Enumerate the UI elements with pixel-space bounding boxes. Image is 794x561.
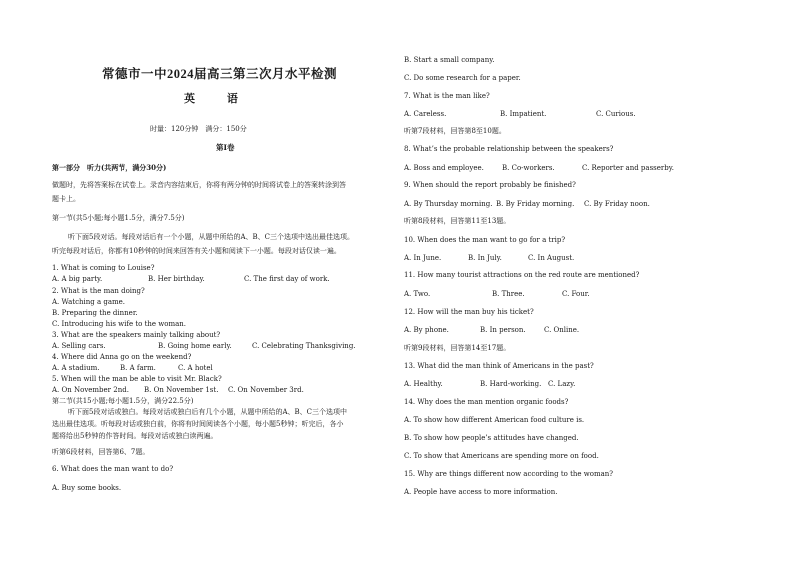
question-6: 6. What does the man want to do? bbox=[52, 465, 174, 473]
option-b: B. Going home early. bbox=[158, 342, 232, 350]
question-10-options bbox=[404, 254, 574, 263]
question-3-options bbox=[52, 342, 356, 351]
question-8-options bbox=[404, 164, 674, 173]
option-a: A. To show how different American food culture is. bbox=[404, 416, 585, 424]
option-a: A. Watching a game. bbox=[52, 298, 126, 306]
option-a: A. Two. bbox=[404, 290, 431, 298]
option-c: C. By Friday noon. bbox=[584, 200, 650, 208]
section2-instructions: 选出最佳选项。听每段对话或独白前，你将有时间阅读各个小题，每小题5秒钟；听完后，各小 bbox=[52, 420, 344, 428]
section2-heading: 第二节(共15小题;每小题1.5分，满分22.5分) bbox=[52, 397, 194, 405]
question-2: 2. What is the man doing? bbox=[52, 287, 145, 295]
exam-title: 常德市一中2024届高三第三次月水平检测 bbox=[102, 67, 338, 81]
question-1: 1. What is coming to Louise? bbox=[52, 264, 155, 272]
question-9: 9. When should the report probably be finished? bbox=[404, 181, 576, 189]
question-15: 15. Why are things different now according to the woman? bbox=[404, 470, 614, 478]
option-b: B. To show how people’s attitudes have changed. bbox=[404, 434, 579, 442]
listen-instruction: 听第7段材料，回答第8至10题。 bbox=[404, 127, 506, 135]
option-a: A. By Thursday morning. bbox=[404, 200, 493, 208]
option-b: B. In person. bbox=[480, 326, 526, 334]
option-b: B. A farm. bbox=[120, 364, 156, 372]
option-c: C. Four. bbox=[562, 290, 590, 298]
part1-heading: 第一部分 听力(共两节，满分30分) bbox=[52, 163, 167, 172]
option-c: C. Introducing his wife to the woman. bbox=[52, 320, 187, 328]
question-4-options bbox=[52, 364, 213, 373]
option-c: C. Online. bbox=[544, 326, 580, 334]
question-8: 8. What’s the probable relationship between the speakers? bbox=[404, 145, 614, 153]
question-1-options bbox=[52, 275, 330, 284]
option-a: A. Selling cars. bbox=[52, 342, 106, 350]
question-11: 11. How many tourist attractions on the red route are mentioned? bbox=[404, 271, 640, 279]
option-b: B. By Friday morning. bbox=[496, 200, 575, 208]
option-c: C. On November 3rd. bbox=[228, 386, 304, 394]
option-a: A. Careless. bbox=[404, 110, 447, 118]
option-c: C. Celebrating Thanksgiving. bbox=[252, 342, 356, 350]
question-4: 4. Where did Anna go on the weekend? bbox=[52, 353, 192, 361]
option-c: C. Reporter and passerby. bbox=[582, 164, 674, 172]
question-9-options bbox=[404, 200, 650, 209]
option-a: A. In June. bbox=[404, 254, 442, 262]
option-c: C. To show that Americans are spending more on food. bbox=[404, 452, 599, 460]
instructions-line: 做题时，先将答案标在试卷上。录音内容结束后，你将有两分钟的时间将试卷上的答案转涂到答 bbox=[52, 181, 346, 189]
option-b: B. Start a small company. bbox=[404, 56, 495, 64]
question-12: 12. How will the man buy his ticket? bbox=[404, 308, 534, 316]
option-a: A. Buy some books. bbox=[52, 484, 122, 492]
question-13-options bbox=[404, 380, 575, 389]
listen-instruction: 听第9段材料，回答第14至17题。 bbox=[404, 344, 511, 352]
subject-title: 英 语 bbox=[184, 92, 252, 105]
option-b: B. Three. bbox=[492, 290, 525, 298]
option-c: C. A hotel bbox=[178, 364, 213, 372]
option-b: B. Preparing the dinner. bbox=[52, 309, 138, 317]
option-a: A. A stadium. bbox=[52, 364, 100, 372]
question-13: 13. What did the man think of Americans in the past? bbox=[404, 362, 594, 370]
section2-instructions: 听下面5段对话或独白。每段对话或独白后有几个小题，从题中所给的A、B、C三个选项中 bbox=[68, 408, 348, 416]
time-score: 时量：120分钟 满分：150分 bbox=[150, 125, 247, 133]
section1-heading: 第一节(共5小题;每小题1.5分，满分7.5分) bbox=[52, 214, 185, 222]
option-b: B. In July. bbox=[468, 254, 502, 262]
question-3: 3. What are the speakers mainly talking about? bbox=[52, 331, 221, 339]
option-b: B. Hard-working. bbox=[480, 380, 542, 388]
option-c: C. The first day of work. bbox=[244, 275, 330, 283]
instructions-line: 题卡上。 bbox=[52, 195, 80, 203]
option-b: B. On November 1st. bbox=[144, 386, 219, 394]
volume-label: 第Ⅰ卷 bbox=[216, 143, 235, 152]
option-a: A. People have access to more information. bbox=[404, 488, 558, 496]
listen-instruction: 听第6段材料，回答第6、7题。 bbox=[52, 448, 150, 456]
question-7: 7. What is the man like? bbox=[404, 92, 490, 100]
listen-instruction: 听第8段材料，回答第11至13题。 bbox=[404, 217, 511, 225]
option-c: C. Lazy. bbox=[548, 380, 576, 388]
question-14: 14. Why does the man mention organic foods? bbox=[404, 398, 569, 406]
question-12-options bbox=[404, 326, 579, 335]
option-a: A. A big party. bbox=[52, 275, 103, 283]
option-a: A. By phone. bbox=[404, 326, 449, 334]
option-b: B. Impatient. bbox=[500, 110, 547, 118]
section1-instructions: 听完每段对话后，你都有10秒钟的时间来回答有关小题和阅读下一小题。每段对话仅读一遍。 bbox=[52, 247, 341, 255]
section1-instructions: 听下面5段对话。每段对话后有一个小题，从题中所给的A、B、C三个选项中选出最佳选项。 bbox=[68, 233, 355, 241]
question-7-options bbox=[404, 110, 636, 119]
option-a: A. On November 2nd. bbox=[52, 386, 129, 394]
option-b: B. Co-workers. bbox=[502, 164, 555, 172]
option-c: C. In August. bbox=[528, 254, 575, 262]
option-b: B. Her birthday. bbox=[148, 275, 205, 283]
section2-instructions: 题将给出5秒钟的作答时间。每段对话或独白读两遍。 bbox=[52, 432, 218, 440]
question-5: 5. When will the man be able to visit Mr. Black? bbox=[52, 375, 222, 383]
question-11-options bbox=[404, 290, 590, 299]
question-10: 10. When does the man want to go for a trip? bbox=[404, 236, 566, 244]
question-5-options bbox=[52, 386, 304, 395]
option-c: C. Do some research for a paper. bbox=[404, 74, 521, 82]
option-a: A. Healthy. bbox=[404, 380, 443, 388]
option-a: A. Boss and employee. bbox=[404, 164, 484, 172]
option-c: C. Curious. bbox=[596, 110, 636, 118]
